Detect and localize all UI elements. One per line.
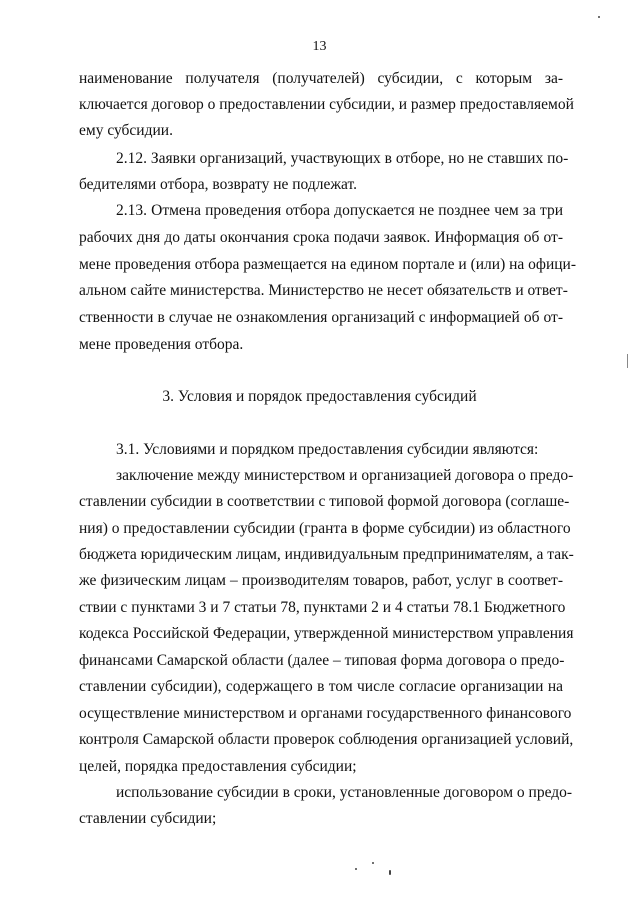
text-line: ставлении субсидии; (79, 810, 217, 827)
text-line: ставлении субсидии), содержащего в том числе согласие организации на (79, 678, 563, 695)
text-line: ему субсидии. (79, 122, 173, 139)
scan-mark (627, 354, 628, 368)
scan-speck (598, 16, 600, 18)
text-line: 2.12. Заявки организаций, участвующих в отборе, но не ставших по- (116, 150, 569, 167)
scan-speck (372, 862, 374, 864)
text-line: мене проведения отбора размещается на едином портале и (или) на офици- (79, 256, 576, 273)
text-line: осуществление министерством и органами государственного финансового (79, 705, 572, 722)
text-line: кодекса Российской Федерации, утвержденной министерством управления (79, 625, 574, 642)
text-line: бюджета юридическим лицам, индивидуальным предпринимателям, а так- (79, 546, 574, 563)
text-line: заключение между министерством и организацией договора о предо- (116, 467, 574, 484)
scan-speck (389, 870, 391, 875)
text-line: альном сайте министерства. Министерство не несет обязательств и ответ- (79, 282, 568, 299)
text-line: ключается договор о предоставлении субсидии, и размер предоставляемой (79, 96, 574, 113)
scan-speck (355, 868, 357, 870)
text-line: 2.13. Отмена проведения отбора допускается не позднее чем за три (116, 202, 563, 219)
text-line: рабочих дня до даты окончания срока подачи заявок. Информация об от- (79, 229, 563, 246)
text-line: ставлении субсидии в соответствии с типовой формой договора (соглаше- (79, 493, 570, 510)
text-line: же физическим лицам – производителям товаров, работ, услуг в соответ- (79, 572, 563, 589)
text-line: ственности в случае не ознакомления организаций с информацией об от- (79, 309, 563, 326)
text-line: финансами Самарской области (далее – типовая форма договора о предо- (79, 652, 565, 669)
text-line: бедителями отбора, возврату не подлежат. (79, 176, 358, 193)
text-line: мене проведения отбора. (79, 336, 244, 353)
text-line: наименование получателя (получателей) субсидии, с которым за- (79, 70, 563, 87)
text-line: целей, порядка предоставления субсидии; (79, 758, 357, 775)
text-line: ствии с пунктами 3 и 7 статьи 78, пунктами 2 и 4 статьи 78.1 Бюджетного (79, 599, 566, 616)
text-line: 3.1. Условиями и порядком предоставления субсидии являются: (116, 441, 539, 458)
text-line: контроля Самарской области проверок соблюдения организацией условий, (79, 731, 574, 748)
section-heading: 3. Условия и порядок предоставления субсидий (162, 388, 477, 405)
text-line: ния) о предоставлении субсидии (гранта в форме субсидии) из областного (79, 520, 571, 537)
text-line: использование субсидии в сроки, установленные договором о предо- (116, 784, 573, 801)
page-number: 13 (312, 39, 327, 54)
